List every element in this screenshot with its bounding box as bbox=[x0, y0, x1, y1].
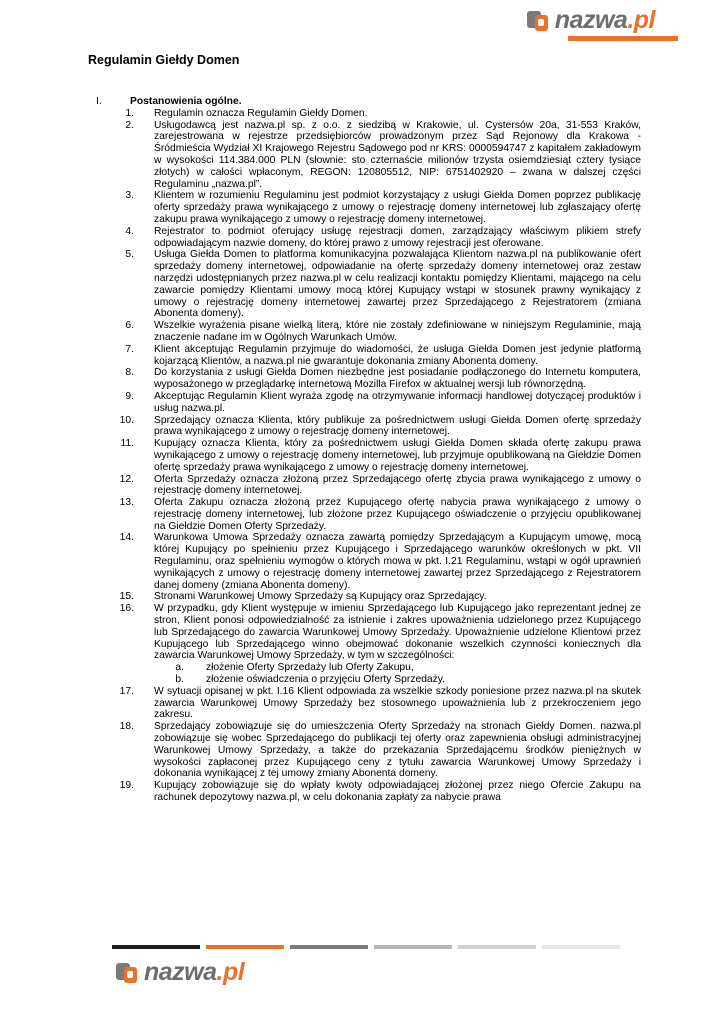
footer-bar-segment bbox=[290, 945, 368, 949]
item-text: Stronami Warunkowej Umowy Sprzedaży są Kupujący oraz Sprzedający. bbox=[154, 591, 487, 603]
item-number: 9. bbox=[125, 390, 134, 402]
item-text: Oferta Sprzedaży oznacza złożoną przez Sprzedającego ofertę zbycia prawa wynikającego z umowy o rejestrację domeny internetowej. bbox=[154, 473, 641, 497]
item-number: 12. bbox=[119, 473, 134, 485]
item-number: 11. bbox=[120, 438, 134, 450]
list-item bbox=[96, 686, 641, 721]
list-item bbox=[96, 120, 641, 191]
item-number: 6. bbox=[125, 320, 134, 332]
footer-bar-segment bbox=[458, 945, 536, 949]
item-text: Klientem w rozumieniu Regulaminu jest podmiot korzystający z usługi Giełda Domen poprzez publikację oferty sprzedaży prawa wynikającego z umowy o rejestrację domeny internetowej lub zgłaszający ofertę zakupu prawa wynikającego z umowy o rejestrację domeny internetowej. bbox=[154, 190, 641, 225]
list-item bbox=[96, 415, 641, 439]
list-item bbox=[96, 226, 641, 250]
item-number: 5. bbox=[125, 249, 134, 261]
item-number: 10. bbox=[119, 414, 134, 426]
list-item bbox=[96, 391, 641, 415]
item-text: Usługodawcą jest nazwa.pl sp. z o.o. z siedzibą w Krakowie, ul. Cystersów 20a, 31-553 Kraków, zarejestrowana w rejestrze przedsiębiorców prowadzonym przez Sąd Rejonowy dla Krakowa - Śródmieścia Wydział XI Krajowego Rejestru Sądowego pod nr KRS: 0000594747 z kapitałem zakładowym w wysokości 114.384.000 PLN (słownie: sto czternaście milionów trzysta osiemdziesiąt cztery tysiące złotych) w całości wpłaconym, REGON: 120805512, NIP: 6751402920 – zwana w dalszej części Regulaminu „nazwa.pl”. bbox=[154, 119, 641, 190]
item-text: Oferta Zakupu oznacza złożoną przez Kupującego ofertę nabycia prawa wynikającego z umowy o rejestrację domeny internetowej, lub złożone przez Kupującego oświadczenie o przyjęciu opublikowanej na Giełdzie Domen Oferty Sprzedaży. bbox=[154, 497, 641, 532]
sub-item-letter: b. bbox=[175, 674, 184, 686]
list-item bbox=[96, 591, 641, 603]
sub-item-text: złożenie Oferty Sprzedaży lub Oferty Zakupu, bbox=[206, 662, 414, 674]
item-text: Sprzedający zobowiązuje się do umieszczenia Oferty Sprzedaży na stronach Giełdy Domen. nazwa.pl zobowiązuje się wobec Sprzedającego do publikacji tej oferty oraz zapewnienia obsługi administracyjnej Warunkowej Umowy Sprzedaży, a także do przekazania Sprzedającemu środków pieniężnych w wysokości zapłaconej przez Kupującego ceny z tytułu zawarcia Warunkowej Umowy Sprzedaży i dokonania wynikającej z tej umowy zmiany Abonenta domeny. bbox=[154, 721, 641, 780]
logo-text: nazwa bbox=[144, 958, 217, 986]
nazwa-logo-header bbox=[527, 6, 655, 35]
footer-bar-segment bbox=[374, 945, 452, 949]
item-number: 7. bbox=[125, 343, 134, 355]
list-item bbox=[96, 603, 641, 662]
logo-suffix: .pl bbox=[216, 958, 245, 986]
list-item bbox=[96, 497, 641, 532]
list-item bbox=[96, 532, 641, 591]
section-title: Postanowienia ogólne. bbox=[130, 96, 242, 107]
list-item bbox=[96, 367, 641, 391]
item-text: Akceptując Regulamin Klient wyraża zgodę na otrzymywanie informacji handlowej dotyczącej produktów i usług nazwa.pl. bbox=[154, 390, 641, 414]
item-text: Klient akceptując Regulamin przyjmuje do wiadomości, że usługa Giełda Domen jest jedynie platformą kojarzącą Klientów, a nazwa.pl nie gwarantuje dokonania zmiany Abonenta domeny. bbox=[154, 343, 641, 367]
list-item bbox=[96, 780, 641, 804]
list-item bbox=[96, 438, 641, 473]
section-number: I. bbox=[96, 96, 102, 107]
footer-bar-segment bbox=[112, 945, 200, 949]
item-number: 18. bbox=[119, 721, 134, 733]
item-number: 13. bbox=[119, 497, 134, 509]
document-body bbox=[96, 96, 641, 804]
item-text: Kupujący oznacza Klienta, który za pośrednictwem usługi Giełda Domen składa ofertę zakupu prawa wynikającego z umowy o rejestrację domeny internetowej, lub przyjmuje opublikowaną na Giełdzie Domen ofertę sprzedaży prawa wynikającego z umowy o rejestrację domeny internetowej. bbox=[154, 438, 641, 473]
item-number: 1. bbox=[125, 107, 134, 119]
item-number: 8. bbox=[125, 367, 134, 379]
document-title: Regulamin Giełdy Domen bbox=[88, 53, 240, 67]
item-text: Do korzystania z usługi Giełda Domen niezbędne jest posiadanie podłączonego do Internetu komputera, wyposażonego w przeglądarkę internetową Mozilla Firefox w aktualnej wersji lub równorzędną. bbox=[154, 367, 641, 391]
item-number: 4. bbox=[125, 225, 134, 237]
section-heading bbox=[96, 96, 641, 108]
logo-suffix: .pl bbox=[627, 6, 655, 34]
sub-item-text: złożenie oświadczenia o przyjęciu Oferty Sprzedaży. bbox=[206, 674, 446, 686]
item-number: 17. bbox=[119, 685, 134, 697]
nazwa-logo-icon bbox=[116, 961, 142, 985]
list-item bbox=[96, 474, 641, 498]
footer-bar-segment bbox=[542, 945, 620, 949]
list-item bbox=[96, 344, 641, 368]
item-number: 2. bbox=[125, 119, 134, 131]
footer-color-bar bbox=[112, 945, 626, 949]
item-text: Wszelkie wyrażenia pisane wielką literą, które nie zostały zdefiniowane w niniejszym Regulaminie, mają znaczenie nadane im w Ogólnych Warunkach Umów. bbox=[154, 320, 641, 343]
header-accent-rule bbox=[568, 36, 678, 41]
footer-bar-segment bbox=[206, 945, 284, 949]
item-number: 14. bbox=[119, 532, 134, 544]
nazwa-logo-footer bbox=[116, 958, 244, 987]
item-text: Rejestrator to podmiot oferujący usługę rejestracji domen, zarządzający właściwym plikiem strefy odpowiadającym nazwie domeny, do której prawo z umowy rejestracji jest oferowane. bbox=[154, 225, 641, 249]
item-number: 15. bbox=[119, 591, 134, 603]
list-item bbox=[96, 190, 641, 225]
item-text: Sprzedający oznacza Klienta, który publikuje za pośrednictwem usługi Giełda Domen ofertę sprzedaży prawa wynikającego z umowy o rejestrację domeny internetowej. bbox=[154, 414, 641, 438]
item-text: Usługa Giełda Domen to platforma komunikacyjna pozwalająca Klientom nazwa.pl na publikowanie ofert sprzedaży domeny internetowej, odpowiadanie na ofertę sprzedaży domeny internetowej oraz zestaw narzędzi udostępnianych przez nazwa.pl w celu realizacji kontaktu pomiędzy Klientami, mającego na celu zawarcie pomiędzy Klientami umowy mocą której Kupujący wstąpi w stosunek prawny wynikający z umowy o rejestrację domeny internetowej zawartej przez Sprzedającego z Rejestratorem (zmiana Abonenta domeny). bbox=[154, 249, 641, 320]
sub-item-letter: a. bbox=[175, 662, 184, 674]
sub-list-item bbox=[96, 674, 641, 686]
item-number: 16. bbox=[119, 603, 134, 615]
item-text: Regulamin oznacza Regulamin Giełdy Domen. bbox=[154, 107, 368, 119]
nazwa-logo-icon bbox=[527, 9, 553, 33]
item-number: 19. bbox=[119, 780, 134, 792]
list-item bbox=[96, 249, 641, 320]
list-item bbox=[96, 320, 641, 344]
section-items bbox=[96, 108, 641, 804]
item-text: Warunkowa Umowa Sprzedaży oznacza zawartą pomiędzy Sprzedającym a Kupującym umowę, mocą której Kupujący po spełnieniu przez Kupującego i Sprzedającego warunków określonych w pkt. VII Regulaminu, oraz spełnieniu wymogów o których mowa w pkt. I.21 Regulaminu, wstąpi w ogół uprawnień wynikających z umowy o rejestrację domeny internetowej zawartej przez Sprzedającego z Rejestratorem danej domeny (zmiana Abonenta domeny). bbox=[154, 532, 641, 591]
item-text: W sytuacji opisanej w pkt. I.16 Klient odpowiada za wszelkie szkody poniesione przez nazwa.pl na skutek zawarcia Warunkowej Umowy Sprzedaży bez stosownego upoważnienia lub z przekroczeniem jego zakresu. bbox=[154, 685, 641, 721]
item-number: 3. bbox=[125, 190, 134, 202]
list-item bbox=[96, 721, 641, 780]
item-text: W przypadku, gdy Klient występuje w imieniu Sprzedającego lub Kupującego jako reprezentant jednej ze stron, Klient ponosi odpowiedzialność za istnienie i zakres upoważnienia udzielonego przez Kupującego lub Sprzedającego do zawarcia Warunkowej Umowy Sprzedaży. Upoważnienie udzielone Klientowi przez Kupującego lub Sprzedającego winno obejmować dokonanie wszelkich czynności koniecznych dla zawarcia Warunkowej Umowy Sprzedaży, w tym w szczególności: bbox=[154, 603, 641, 662]
sub-list-item bbox=[96, 662, 641, 674]
list-item bbox=[96, 108, 641, 120]
logo-text: nazwa bbox=[554, 6, 628, 34]
item-text: Kupujący zobowiązuje się do wpłaty kwoty odpowiadającej złożonej przez niego Ofercie Zakupu na rachunek depozytowy nazwa.pl, w celu dokonania zapłaty za nabycie prawa bbox=[154, 780, 641, 804]
